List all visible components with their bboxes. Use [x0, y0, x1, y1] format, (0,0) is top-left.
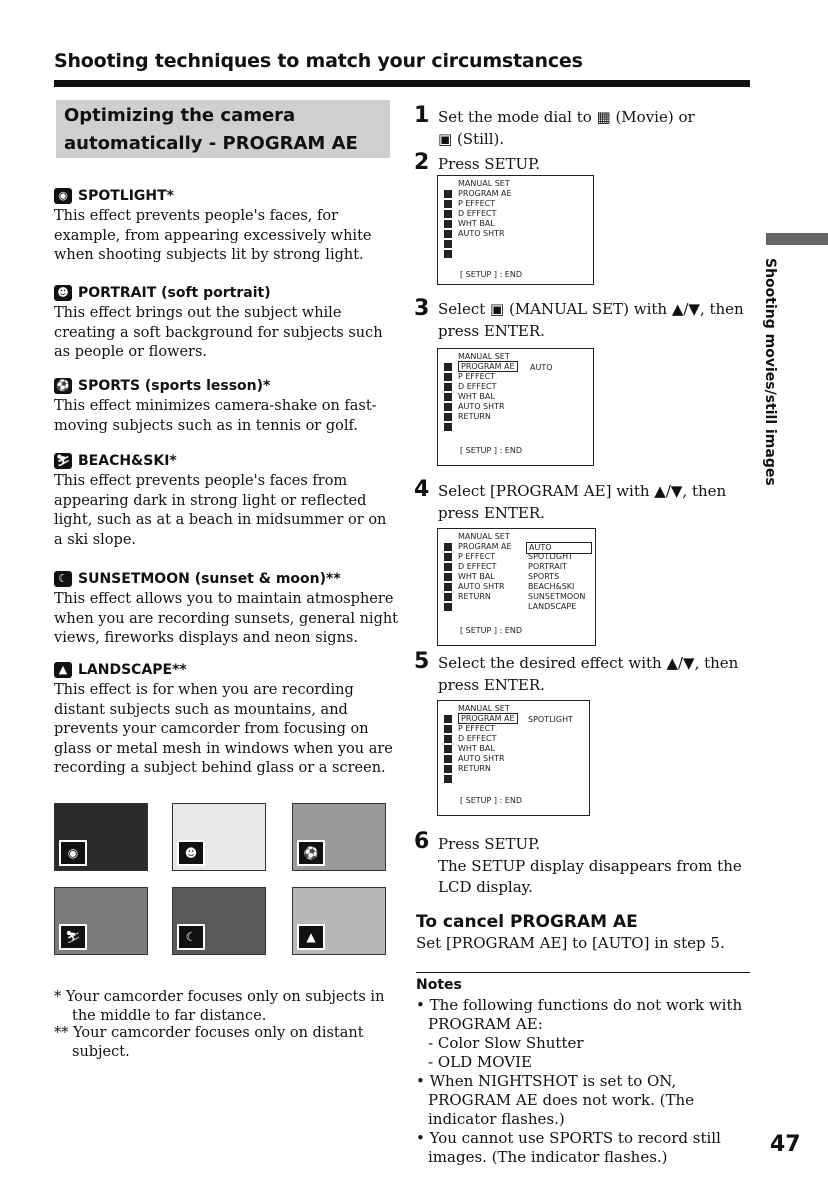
note-subitem: - Color Slow Shutter — [428, 1034, 584, 1052]
effect-sunset-moon — [54, 569, 399, 649]
menu-item: PROGRAM AE — [458, 542, 512, 551]
menu-item: P EFFECT — [458, 552, 496, 561]
menu-item: WHT BAL — [458, 392, 495, 401]
note-item: • The following functions do not work with PROGRAM AE: — [416, 996, 743, 1033]
step-number: 1 — [414, 103, 430, 128]
menu-screen-step2 — [437, 175, 594, 285]
note-item: • When NIGHTSHOT is set to ON, PROGRAM AE does not work. (The indicator flashes.) — [416, 1072, 694, 1128]
menu-item: AUTO SHTR — [458, 582, 505, 591]
photo-beach-ski — [54, 887, 148, 955]
effect-sports — [54, 376, 399, 436]
menu-end: [ SETUP ] : END — [460, 626, 523, 635]
step-number: 2 — [414, 150, 430, 175]
sunset-moon-icon: ☾ — [177, 924, 205, 950]
menu-option: SUNSETMOON — [528, 592, 586, 601]
menu-option: SPOTLIGHT — [528, 552, 574, 561]
menu-item: WHT BAL — [458, 219, 495, 228]
step-text: ▣ (Still). — [438, 130, 505, 148]
menu-heading: MANUAL SET — [458, 352, 510, 361]
effect-body: This effect allows you to maintain atmosphere when you are recording sunsets, general night views, fireworks displays and neon signs. — [54, 591, 399, 646]
effect-body: This effect is for when you are recording distant subjects such as mountains, and prevents your camcorder from focusing on glass or metal mesh in windows when you are recording a subject behind glass or a screen. — [54, 682, 393, 776]
menu-icons — [444, 715, 454, 785]
page-title: Shooting techniques to match your circumstances — [54, 50, 583, 72]
menu-screen-step5 — [437, 700, 590, 816]
menu-item: P EFFECT — [458, 372, 496, 381]
step-text: Press SETUP. — [438, 835, 540, 853]
menu-value: AUTO — [530, 363, 553, 372]
chapter-label: Shooting movies/still images — [762, 258, 778, 486]
menu-option: BEACH&SKI — [528, 582, 575, 591]
step-number: 3 — [414, 296, 430, 321]
step-text: Select [PROGRAM AE] with ▲/▼, then — [438, 482, 727, 500]
note-subitem: - OLD MOVIE — [428, 1053, 532, 1071]
beach-ski-icon: ⛷ — [59, 924, 87, 950]
step-text: The SETUP display disappears from the — [438, 857, 742, 875]
step-text: Select ▣ (MANUAL SET) with ▲/▼, then — [438, 300, 744, 318]
effect-body: This effect prevents people's faces, for example, from appearing excessively white when shooting subjects lit by strong light. — [54, 208, 372, 263]
photo-sunset-moon — [172, 887, 266, 955]
step-text: Press SETUP. — [438, 155, 540, 173]
menu-item: P EFFECT — [458, 724, 496, 733]
menu-option: PORTRAIT — [528, 562, 567, 571]
menu-end: [ SETUP ] : END — [460, 796, 523, 805]
beach-ski-icon: ⛷ — [54, 453, 72, 469]
menu-option: SPORTS — [528, 572, 560, 581]
spotlight-icon: ◉ — [59, 840, 87, 866]
menu-item: D EFFECT — [458, 562, 497, 571]
menu-item: WHT BAL — [458, 572, 495, 581]
step-text: press ENTER. — [438, 676, 545, 694]
photo-sports — [292, 803, 386, 871]
photo-spotlight — [54, 803, 148, 871]
effect-title: SPORTS (sports lesson)* — [78, 378, 271, 394]
photo-portrait — [172, 803, 266, 871]
menu-icons — [444, 190, 454, 260]
note-item: • You cannot use SPORTS to record still images. (The indicator flashes.) — [416, 1129, 721, 1166]
notes-heading: Notes — [416, 977, 462, 993]
effect-title: PORTRAIT (soft portrait) — [78, 285, 271, 301]
step-text: LCD display. — [438, 878, 533, 896]
step-text: Select the desired effect with ▲/▼, then — [438, 654, 739, 672]
menu-item: D EFFECT — [458, 382, 497, 391]
portrait-icon: ☻ — [177, 840, 205, 866]
landscape-icon: ▲ — [297, 924, 325, 950]
menu-screen-step3 — [437, 348, 594, 466]
step-number: 5 — [414, 649, 430, 674]
menu-end: [ SETUP ] : END — [460, 270, 523, 279]
notes-list — [416, 996, 756, 1167]
step-text: Set the mode dial to ▦ (Movie) or — [438, 108, 695, 126]
step-number: 6 — [414, 829, 430, 854]
menu-item: P EFFECT — [458, 199, 496, 208]
menu-item: D EFFECT — [458, 734, 497, 743]
header-rule — [54, 80, 750, 87]
cancel-heading: To cancel PROGRAM AE — [416, 912, 638, 932]
footnote-single: * Your camcorder focuses only on subjects in the middle to far distance. — [54, 989, 385, 1024]
photo-landscape — [292, 887, 386, 955]
section-heading-line1: Optimizing the camera — [64, 105, 296, 126]
notes-rule — [416, 972, 750, 973]
menu-item: AUTO SHTR — [458, 754, 505, 763]
menu-item-return: RETURN — [458, 764, 491, 773]
menu-heading: MANUAL SET — [458, 704, 510, 713]
step-text: press ENTER. — [438, 504, 545, 522]
effect-title: LANDSCAPE** — [78, 662, 187, 678]
menu-item: AUTO SHTR — [458, 402, 505, 411]
menu-item: D EFFECT — [458, 209, 497, 218]
landscape-icon: ▲ — [54, 662, 72, 678]
menu-icons — [444, 363, 454, 433]
page-number: 47 — [770, 1132, 801, 1157]
sports-icon: ⚽ — [54, 378, 72, 394]
effect-spotlight — [54, 186, 399, 266]
menu-item: WHT BAL — [458, 744, 495, 753]
menu-icons — [444, 543, 454, 613]
menu-option-selected: AUTO — [526, 542, 592, 554]
menu-item: AUTO SHTR — [458, 229, 505, 238]
effect-title: BEACH&SKI* — [78, 453, 177, 469]
menu-option: LANDSCAPE — [528, 602, 577, 611]
menu-item-return: RETURN — [458, 592, 491, 601]
menu-value: SPOTLIGHT — [528, 715, 574, 724]
menu-heading: MANUAL SET — [458, 532, 510, 541]
menu-heading: MANUAL SET — [458, 179, 510, 188]
effect-beach-ski — [54, 451, 399, 550]
menu-item-return: RETURN — [458, 412, 491, 421]
menu-end: [ SETUP ] : END — [460, 446, 523, 455]
effect-body: This effect minimizes camera-shake on fast-moving subjects such as in tennis or golf. — [54, 398, 377, 434]
footnote-double: ** Your camcorder focuses only on distant subject. — [54, 1025, 364, 1060]
effect-body: This effect brings out the subject while creating a soft background for subjects such as people or flowers. — [54, 305, 383, 360]
menu-item-selected: PROGRAM AE — [458, 361, 518, 372]
spotlight-icon: ◉ — [54, 188, 72, 204]
menu-screen-step4 — [437, 528, 596, 646]
effect-body: This effect prevents people's faces from appearing dark in strong light or reflected light, such as at a beach in midsummer or on a ski slope. — [54, 473, 387, 548]
menu-item: PROGRAM AE — [458, 189, 512, 198]
effect-portrait — [54, 283, 399, 363]
section-heading — [56, 100, 390, 158]
effect-title: SPOTLIGHT* — [78, 188, 175, 204]
sports-icon: ⚽ — [297, 840, 325, 866]
section-heading-line2: automatically - PROGRAM AE — [64, 133, 358, 154]
cancel-body: Set [PROGRAM AE] to [AUTO] in step 5. — [416, 934, 725, 952]
menu-item-selected: PROGRAM AE — [458, 713, 518, 724]
step-text: press ENTER. — [438, 322, 545, 340]
portrait-icon: ☻ — [54, 285, 72, 301]
effect-landscape — [54, 660, 399, 779]
chapter-tab — [766, 233, 828, 245]
step-number: 4 — [414, 477, 430, 502]
sunset-moon-icon: ☾ — [54, 571, 72, 587]
effect-title: SUNSETMOON (sunset & moon)** — [78, 571, 341, 587]
